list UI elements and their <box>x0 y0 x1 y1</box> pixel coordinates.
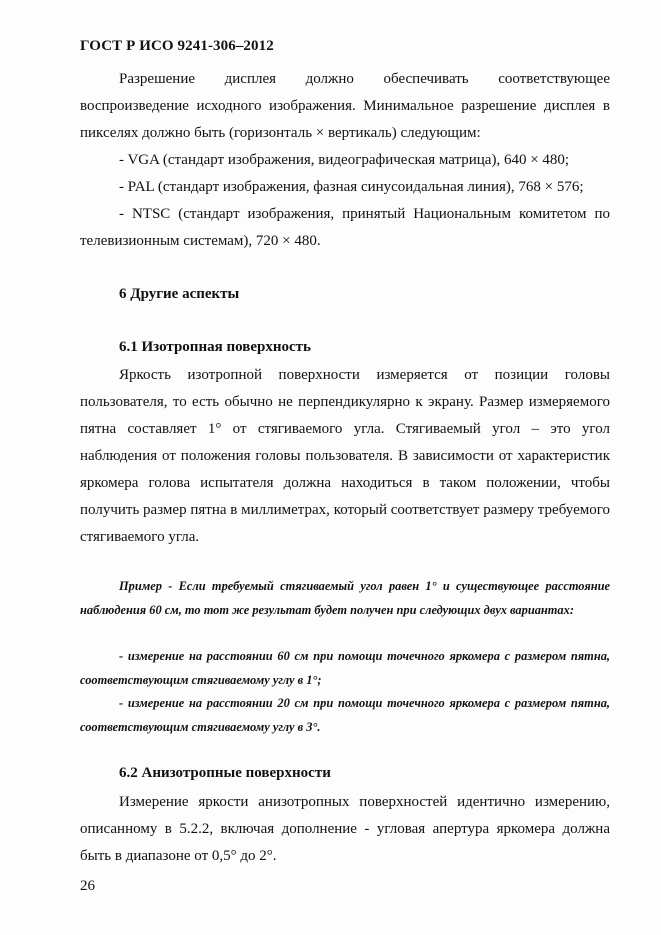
list-item-pal: - PAL (стандарт изображения, фазная синусоидальная линия), 768 × 576; <box>119 179 584 195</box>
section-heading-6-2: 6.2 Анизотропные поверхности <box>119 765 331 781</box>
page-number: 26 <box>80 878 95 894</box>
paragraph-anisotropic: Измерение яркости анизотропных поверхностей идентично измерению, описанному в 5.2.2, включая дополнение - угловая апертура яркомера должна быть в диапазоне от 0,5° до 2°. <box>80 794 610 864</box>
section-heading-6: 6 Другие аспекты <box>119 286 240 302</box>
document-header: ГОСТ Р ИСО 9241-306–2012 <box>80 38 274 54</box>
paragraph-resolution: Разрешение дисплея должно обеспечивать соответствующее воспроизведение исходного изображения. Минимальное разрешение дисплея в пикселях должно быть (горизонталь × вертикаль) следующим: <box>80 71 610 141</box>
example-item-2: - измерение на расстоянии 20 см при помощи точечного яркомера с размером пятна, соответствующим стягиваемому углу в 3°. <box>80 696 610 734</box>
example-intro: Пример - Если требуемый стягиваемый угол равен 1° и существующее расстояние наблюдения 60 см, то тот же результат будет получен при следующих двух вариантах: <box>80 579 610 617</box>
example-item-1: - измерение на расстоянии 60 см при помощи точечного яркомера с размером пятна, соответствующим стягиваемому углу в 1°; <box>80 649 610 687</box>
list-item-vga: - VGA (стандарт изображения, видеографическая матрица), 640 × 480; <box>119 152 570 168</box>
list-item-ntsc: - NTSC (стандарт изображения, принятый Национальным комитетом по телевизионным системам), 720 × 480. <box>80 206 610 249</box>
paragraph-isotropic: Яркость изотропной поверхности измеряется от позиции головы пользователя, то есть обычно не перпендикулярно к экрану. Размер измеряемого пятна составляет 1° от стягиваемого угла. Стягиваемый угол – это угол наблюдения от положения головы пользователя. В зависимости от характеристик яркомера голова испытателя должна находиться в таком положении, чтобы получить размер пятна в миллиметрах, который соответствует размеру требуемого стягиваемого угла. <box>80 367 610 545</box>
section-heading-6-1: 6.1 Изотропная поверхность <box>119 339 311 355</box>
